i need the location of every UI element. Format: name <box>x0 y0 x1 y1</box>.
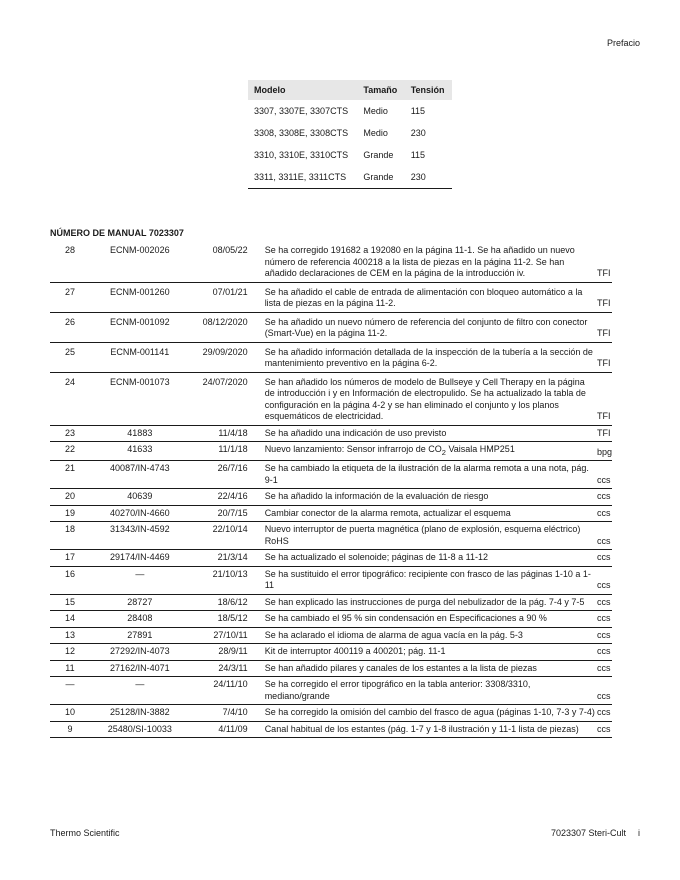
revision-row <box>50 611 612 628</box>
change-number: 28727 <box>127 596 153 607</box>
revision-description: Nuevo interruptor de puerta magnética (plano de explosión, esquema eléctrico) RoHS <box>264 524 581 546</box>
revision-number: 23 <box>64 427 75 438</box>
revision-date: 11/1/18 <box>218 444 248 454</box>
revision-description: Se ha añadido un nuevo número de referencia del conjunto de filtro con conector (Smart-Vue) en la página 11-2. <box>264 316 588 338</box>
revision-initials: ccs <box>596 629 611 640</box>
change-number: ECNM-001260 <box>110 286 170 297</box>
voltage-cell: 115 <box>410 106 426 116</box>
revision-row <box>50 550 612 567</box>
revision-row <box>50 677 612 705</box>
change-number: 40087/IN-4743 <box>110 463 170 474</box>
revision-description: Canal habitual de los estantes (pág. 1-7 y 1-8 ilustración y 11-1 lista de piezas) <box>264 723 579 734</box>
voltage-cell: 115 <box>410 150 426 160</box>
revision-date: 4/11/09 <box>218 723 248 734</box>
revision-description: Kit de interruptor 400119 a 400201; pág. 11-1 <box>264 646 446 657</box>
revision-row <box>50 312 612 342</box>
change-number: 41883 <box>127 427 153 438</box>
revision-initials: ccs <box>596 596 611 607</box>
change-number: 40639 <box>127 491 153 502</box>
revision-date: 29/09/2020 <box>202 346 248 357</box>
voltage-cell: 230 <box>410 128 426 138</box>
revision-number: 27 <box>64 286 75 297</box>
footer-doc-title: 7023307 Steri-Cult <box>550 828 626 838</box>
revision-initials: ccs <box>596 535 611 546</box>
revision-date: 22/4/16 <box>217 491 248 502</box>
revision-initials: ccs <box>596 707 611 718</box>
revision-description: Cambiar conector de la alarma remota, actualizar el esquema <box>264 507 511 518</box>
revision-row <box>50 660 612 677</box>
model-cell: 3307, 3307E, 3307CTS <box>254 106 349 116</box>
manual-number-title: NÚMERO DE MANUAL 7023307 <box>50 228 184 238</box>
change-number: 25128/IN-3882 <box>110 707 170 718</box>
size-cell: Medio <box>363 128 388 138</box>
revision-description: Se ha añadido información detallada de la inspección de la tubería a la sección de mantenimiento preventivo en la página 6-2. <box>264 346 593 368</box>
revision-number: 18 <box>64 524 75 535</box>
revision-description: Se han añadido los números de modelo de Bullseye y Cell Therapy en la página de introducción i y en Información de electropulido. Se ha actualizado la tabla de configuración en la página 4-2 y se han eliminado el conjunto y los planos esquemáticos de electricidad. <box>264 376 586 421</box>
revision-initials: ccs <box>596 552 611 563</box>
revision-row <box>50 372 612 425</box>
revision-row <box>50 442 612 461</box>
revision-date: 21/10/13 <box>212 568 248 579</box>
revision-initials: ccs <box>596 662 611 673</box>
revision-number: 15 <box>64 596 75 607</box>
footer-page-number: i <box>638 828 640 838</box>
header-modelo: Modelo <box>248 80 357 100</box>
revision-date: 27/10/11 <box>213 629 248 640</box>
change-number: 29174/IN-4469 <box>110 552 170 563</box>
change-number: — <box>135 568 145 579</box>
change-number: ECNM-001141 <box>110 346 170 357</box>
change-number: 28408 <box>127 613 153 624</box>
header-tamano: Tamaño <box>357 80 404 100</box>
revision-description: Se ha añadido la información de la evaluación de riesgo <box>264 491 489 502</box>
revision-date: 18/6/12 <box>217 596 248 607</box>
revision-table <box>50 243 612 738</box>
model-cell: 3311, 3311E, 3311CTS <box>248 166 357 189</box>
revision-number: 20 <box>64 491 75 502</box>
revision-row <box>50 505 612 522</box>
model-row <box>248 166 452 189</box>
header-tension: Tensión <box>405 80 452 100</box>
size-cell: Grande <box>363 150 394 160</box>
change-number: 41633 <box>127 444 153 454</box>
model-table-header-row <box>248 80 452 100</box>
revision-number: 9 <box>67 723 73 734</box>
revision-description: Se ha sustituido el error tipográfico: recipiente con frasco de las páginas 1-10 a 1-11 <box>264 568 591 591</box>
revision-initials: ccs <box>596 723 611 734</box>
revision-description: Se han explicado las instrucciones de purga del nebulizador de la pág. 7-4 y 7-5 <box>264 596 585 607</box>
revision-number: 28 <box>64 245 75 255</box>
revision-number: 19 <box>64 507 75 518</box>
revision-date: 11/4/18 <box>218 427 248 438</box>
desc-text: Nuevo lanzamiento: Sensor infrarrojo de CO <box>264 444 442 454</box>
revision-row <box>50 721 612 738</box>
change-number: ECNM-001092 <box>110 316 170 327</box>
revision-date: 24/07/2020 <box>202 376 248 387</box>
revision-number: 24 <box>64 376 75 387</box>
revision-date: 28/9/11 <box>218 646 248 657</box>
revision-row <box>50 425 612 442</box>
revision-initials: ccs <box>596 491 611 502</box>
revision-number: 13 <box>64 629 75 640</box>
revision-row <box>50 342 612 372</box>
revision-initials: ccs <box>596 507 611 518</box>
revision-description: Se han añadido pilares y canales de los estantes a la lista de piezas <box>264 662 537 673</box>
change-number: 40270/IN-4660 <box>110 507 170 518</box>
revision-initials: TFI <box>596 328 611 338</box>
change-number: ECNM-001073 <box>110 376 170 387</box>
revision-row <box>50 705 612 722</box>
revision-date: 22/10/14 <box>212 524 248 535</box>
revision-initials: bpg <box>596 446 612 457</box>
revision-date: 20/7/15 <box>217 507 248 518</box>
desc-text: Vaisala HMP251 <box>445 444 515 454</box>
revision-number: 21 <box>64 463 75 474</box>
revision-description <box>257 442 597 461</box>
revision-date: 18/5/12 <box>217 613 248 624</box>
section-header: Prefacio <box>606 38 640 48</box>
revision-initials: ccs <box>596 690 611 701</box>
revision-initials: ccs <box>596 646 611 657</box>
revision-date: 24/11/10 <box>213 679 248 690</box>
model-cell: 3310, 3310E, 3310CTS <box>254 150 349 160</box>
co2-subscript: 2 <box>441 447 446 457</box>
revision-description: Se ha añadido el cable de entrada de alimentación con bloqueo automático a la lista de piezas en la página 11-2. <box>264 286 583 308</box>
revision-date: 26/7/16 <box>217 463 248 474</box>
model-row <box>248 122 452 144</box>
change-number: 27162/IN-4071 <box>110 662 170 673</box>
revision-row <box>50 627 612 644</box>
revision-number: 12 <box>64 646 75 657</box>
revision-number: 10 <box>64 707 75 718</box>
revision-row <box>50 594 612 611</box>
size-cell: Grande <box>357 166 404 189</box>
revision-number: 26 <box>64 316 75 327</box>
revision-description: Se ha cambiado la etiqueta de la ilustración de la alarma remota a una nota, pág. 9-1 <box>264 463 589 485</box>
revision-number: 16 <box>64 568 75 579</box>
voltage-cell: 230 <box>405 166 452 189</box>
revision-date: 08/12/2020 <box>202 316 248 327</box>
revision-row <box>50 461 612 489</box>
revision-initials: ccs <box>596 613 611 624</box>
revision-initials: ccs <box>596 474 611 485</box>
revision-initials: ccs <box>596 580 611 591</box>
revision-initials: TFI <box>596 411 611 421</box>
revision-date: 24/3/11 <box>218 662 248 673</box>
revision-row <box>50 243 612 282</box>
revision-initials: TFI <box>596 268 611 278</box>
model-row <box>248 144 452 166</box>
footer-document <box>551 828 640 838</box>
revision-number: — <box>65 679 75 690</box>
revision-date: 07/01/21 <box>212 286 248 297</box>
change-number: 27891 <box>127 629 153 640</box>
revision-row <box>50 522 612 550</box>
model-cell: 3308, 3308E, 3308CTS <box>254 128 349 138</box>
revision-description: Se ha actualizado el solenoide; páginas de 11-8 a 11-12 <box>264 552 489 563</box>
revision-date: 7/4/10 <box>222 707 248 718</box>
revision-description: Se ha cambiado el 95 % sin condensación en Especificaciones a 90 % <box>264 613 547 624</box>
model-row <box>248 100 452 122</box>
revision-row <box>50 489 612 506</box>
revision-row <box>50 566 612 594</box>
revision-description: Se ha corregido la omisión del cambio del frasco de agua (páginas 1-10, 7-3 y 7-4) <box>264 707 595 718</box>
revision-row <box>50 282 612 312</box>
revision-initials: TFI <box>596 358 611 368</box>
revision-number: 17 <box>64 552 75 563</box>
model-table <box>248 80 452 189</box>
revision-initials: TFI <box>596 298 611 308</box>
revision-description: Se ha corregido el error tipográfico en la tabla anterior: 3308/3310, mediano/grande <box>264 679 531 701</box>
revision-number: 14 <box>64 613 75 624</box>
revision-description: Se ha aclarado el idioma de alarma de agua vacía en la pág. 5-3 <box>264 629 523 640</box>
change-number: 31343/IN-4592 <box>110 524 170 535</box>
revision-description: Se ha corregido 191682 a 192080 en la página 11-1. Se ha añadido un nuevo número de referencia 400218 a la lista de piezas en la página 11-2. Se han añadido declaraciones de CEM en la página de la introducción iv. <box>264 245 575 278</box>
change-number: — <box>135 679 145 690</box>
footer-company: Thermo Scientific <box>50 828 120 838</box>
revision-description: Se ha añadido una indicación de uso previsto <box>264 427 447 438</box>
revision-date: 21/3/14 <box>217 552 248 563</box>
change-number: ECNM-002026 <box>110 245 170 255</box>
revision-initials: TFI <box>596 427 611 438</box>
revision-number: 22 <box>64 444 75 454</box>
change-number: 25480/SI-10033 <box>107 723 172 734</box>
revision-number: 25 <box>64 346 75 357</box>
revision-number: 11 <box>65 662 75 673</box>
revision-date: 08/05/22 <box>212 245 248 255</box>
change-number: 27292/IN-4073 <box>110 646 170 657</box>
size-cell: Medio <box>363 106 388 116</box>
revision-row <box>50 644 612 661</box>
